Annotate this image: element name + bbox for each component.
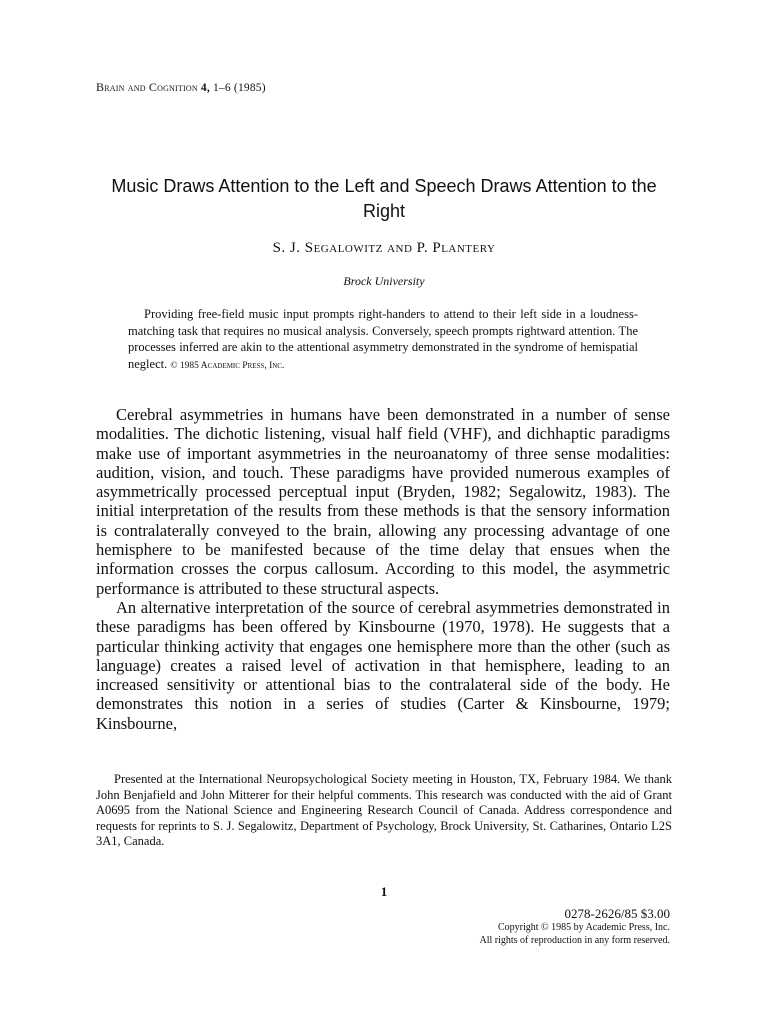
abstract-text: Providing free-field music input prompts right-handers to attend to their left side in a loudness-matching task that requires no musical analysis. Conversely, speech prompts rightward attention. The processes inferred are akin to the attentional asymmetry demonstrated in the syndrome of hemispatial neglect.	[128, 307, 638, 371]
footnote-text: Presented at the International Neuropsychological Society meeting in Houston, TX, February 1984. We thank John Benjafield and John Mitterer for their helpful comments. This research was conducted with the aid of Grant A0695 from the National Science and Engineering Research Council of Canada. Address correspondence and requests for reprints to S. J. Segalowitz, Department of Psychology, Brock University, St. Catharines, Ontario L2S 3A1, Canada.	[96, 772, 672, 848]
page-number: 1	[380, 884, 388, 899]
article-authors: S. J. Segalowitz and P. Plantery	[272, 240, 496, 256]
article-title: Music Draws Attention to the Left and Speech Draws Attention to the Right	[111, 176, 657, 221]
publisher-copyright: Copyright © 1985 by Academic Press, Inc.	[497, 922, 670, 933]
body-paragraph: Cerebral asymmetries in humans have been demonstrated in a number of sense modalities. The dichotic listening, visual half field (VHF), and dichhaptic paradigms make use of important asymmetries in the neuroanatomy of three sense modalities: audition, vision, and touch. These paradigms have provided numerous examples of asymmetrically processed perceptual input (Bryden, 1982; Segalowitz, 1983). The initial interpretation of the results from these methods is that the sensory information is contralaterally conveyed to the brain, allowing any processing advantage of one hemisphere to be manifested because of the time delay that ensues when the information crosses the corpus callosum. According to this model, the asymmetric performance is attributed to these structural aspects.	[96, 405, 670, 598]
issn-price: 0278-2626/85 $3.00	[564, 906, 670, 921]
footnote	[96, 772, 672, 850]
journal-pages-year: 1–6 (1985)	[212, 82, 266, 94]
rights-reserved: All rights of reproduction in any form reserved.	[479, 934, 670, 946]
abstract-copyright: © 1985 Academic Press, Inc.	[170, 360, 285, 371]
journal-volume: 4,	[200, 82, 210, 94]
body-text	[96, 405, 670, 733]
running-head	[96, 80, 266, 95]
author-affiliation: Brock University	[343, 274, 425, 288]
body-paragraph: An alternative interpretation of the source of cerebral asymmetries demonstrated in these paradigms has been offered by Kinsbourne (1970, 1978). He suggests that a particular thinking activity that engages one hemisphere more than the other (such as language) creates a raised level of activation in that hemisphere, leading to an increased sensitivity or attentional bias to the contralateral side of the body. He demonstrates this notion in a series of studies (Carter & Kinsbourne, 1979; Kinsbourne,	[96, 597, 670, 733]
abstract	[128, 306, 638, 374]
journal-name: Brain and Cognition	[96, 80, 198, 94]
publisher-info	[479, 906, 670, 947]
